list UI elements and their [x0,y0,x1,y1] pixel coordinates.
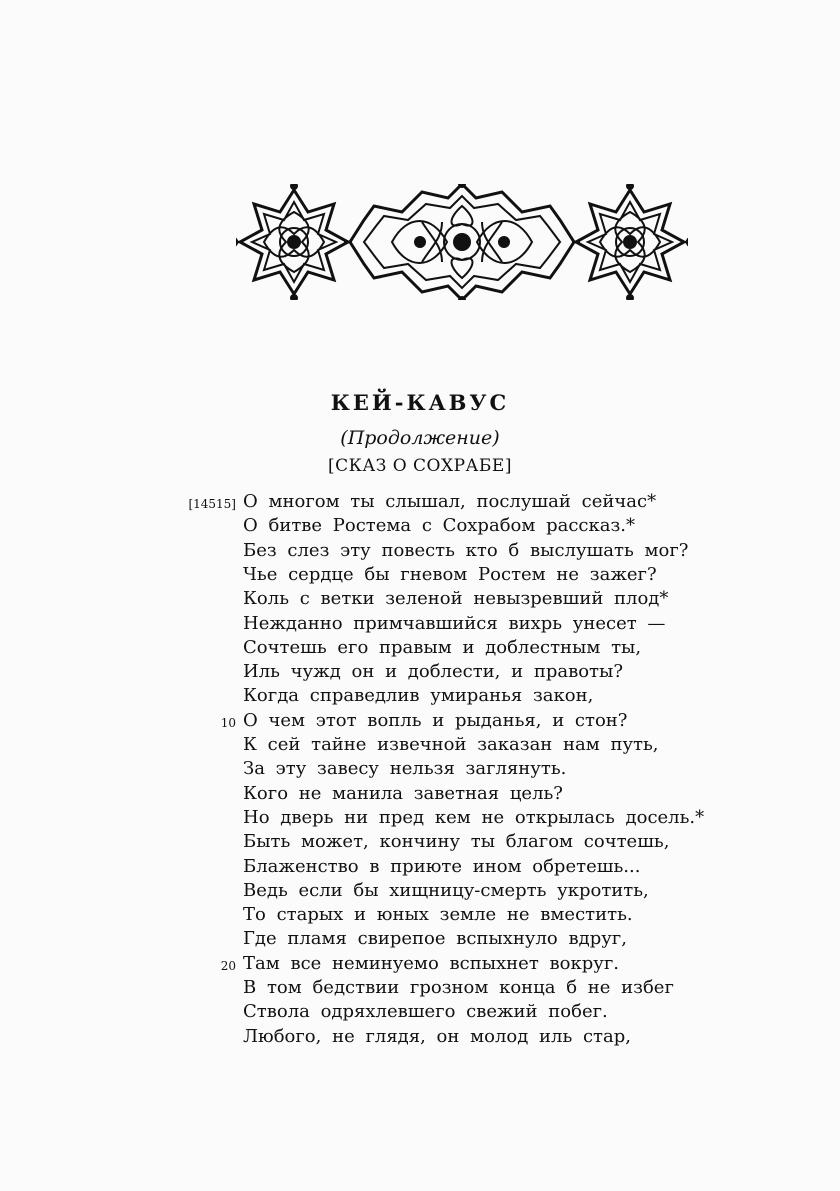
verse-line: Сочтешь его правым и доблестным ты, [243,636,642,658]
verse-line: Нежданно примчавшийся вихрь унесет — [243,612,666,634]
section-heading: [СКАЗ О СОХРАБЕ] [328,456,512,476]
line-number-label: 20 [220,958,236,973]
line-number-marker [0,490,240,514]
verse-line: Ведь если бы хищницу-смерть укротить, [243,879,649,901]
decorative-headpiece-ornament [236,184,688,300]
verse-line: За эту завесу нельзя заглянуть. [243,758,567,780]
verse-line: Блаженство в приюте ином обретешь... [243,855,641,877]
verse-line: В том бедствии грозном конца б не избег [243,977,674,998]
verse-line: Чье сердце бы гневом Ростем не зажег? [243,563,657,585]
verse-line: Любого, не глядя, он молод иль стар, [243,1025,631,1047]
center-medallion [350,184,574,300]
verse-line: Но дверь ни пред кем не открылась досель.* [243,806,705,828]
line-number-label: 10 [220,715,236,730]
verse-line: Где пламя свирепое вспыхнуло вдруг, [243,928,627,950]
verse-line: О битве Ростема с Сохрабом рассказ.* [243,515,636,537]
verse-line: Иль чужд он и доблести, и правоты? [243,661,623,683]
verse-line: О чем этот вопль и рыданья, и стон? [243,709,628,731]
verse-line: К сей тайне извечной заказан нам путь, [243,734,659,755]
left-medallion [236,184,348,300]
verse-line: Коль с ветки зеленой невызревший плод* [243,588,669,610]
right-medallion [576,184,688,300]
line-number-marker [0,952,240,976]
verse-line: О многом ты слышал, послушай сейчас* [243,491,657,512]
line-number-marker [0,709,240,733]
verse-line: Когда справедлив умиранья закон, [243,685,594,707]
line-number-label: [14515] [188,497,236,511]
chapter-subtitle: (Продолжение) [340,427,500,449]
verse-line: Там все неминуемо вспыхнет вокруг. [243,952,620,974]
verse-line: Кого не манила заветная цель? [243,782,563,804]
verse-line: То старых и юных земле не вместить. [243,904,633,926]
chapter-title: КЕЙ-КАВУС [330,390,510,415]
verse-line: Быть может, кончину ты благом сочтешь, [243,831,670,853]
verse-line: Без слез эту повесть кто б выслушать мог? [243,539,689,561]
verse-line: Ствола одряхлевшего свежий побег. [243,1001,608,1023]
